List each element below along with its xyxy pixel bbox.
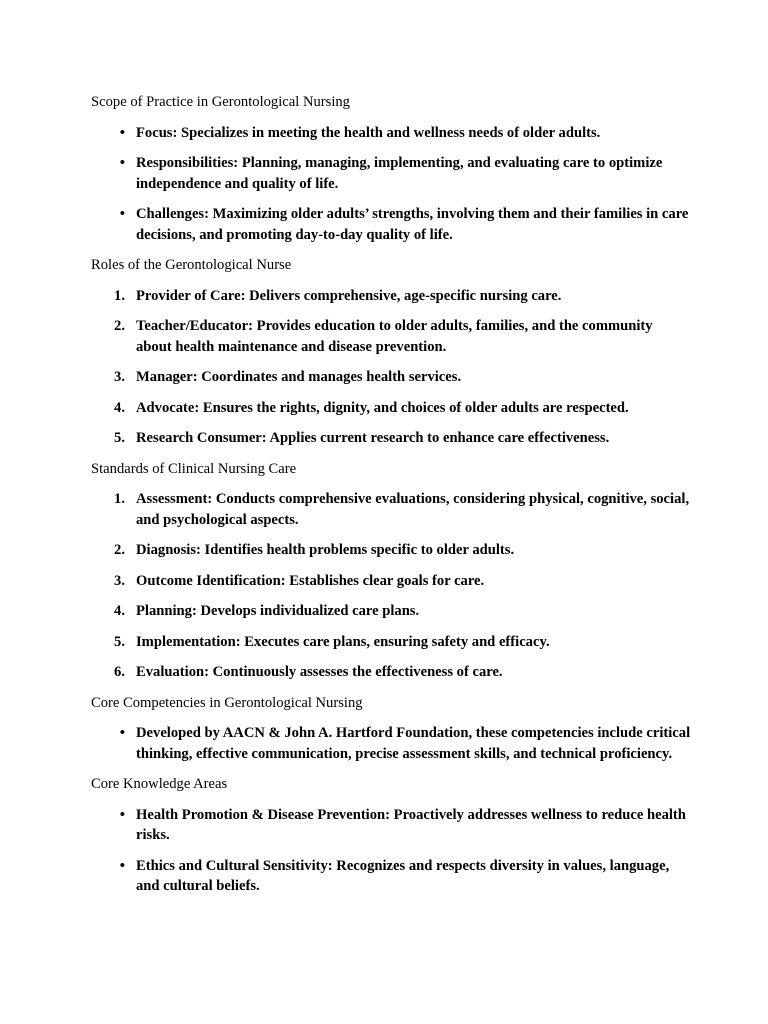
number-marker: 6.: [114, 664, 125, 680]
section-standards: [91, 459, 691, 693]
section-core-knowledge: [91, 774, 691, 907]
list-item: [91, 856, 691, 907]
list-item-text: Developed by AACN & John A. Hartford Foundation, these competencies include critical thinking, effective communication, precise assessment skills, and technical proficiency.: [136, 725, 691, 762]
list-item: [91, 398, 691, 429]
list-item-text: Assessment: Conducts comprehensive evaluations, considering physical, cognitive, social, and psychological aspects.: [136, 491, 690, 528]
list-item: [91, 540, 691, 571]
list-item-text: Health Promotion & Disease Prevention: Proactively addresses wellness to reduce health risks.: [136, 806, 686, 843]
list-item-text: Challenges: Maximizing older adults’ strengths, involving them and their families in care decisions, and promoting day-to-day quality of life.: [136, 206, 689, 243]
list-item-text: Implementation: Executes care plans, ensuring safety and efficacy.: [136, 633, 550, 650]
list-item-text: Planning: Develops individualized care plans.: [136, 603, 420, 619]
bullet-list: [91, 805, 691, 907]
number-marker: 1.: [114, 287, 125, 304]
document-body: [91, 92, 691, 907]
section-heading: Core Competencies in Gerontological Nursing: [91, 694, 363, 711]
bullet-list: [91, 123, 691, 256]
section-roles: [91, 255, 691, 459]
list-item: [91, 571, 691, 602]
list-item-text: Provider of Care: Delivers comprehensive, age-specific nursing care.: [136, 287, 562, 304]
list-item: [91, 428, 691, 459]
list-item-text: Diagnosis: Identifies health problems specific to older adults.: [136, 542, 515, 558]
list-item: [91, 316, 691, 367]
section-heading: Roles of the Gerontological Nurse: [91, 257, 292, 273]
section-heading: Core Knowledge Areas: [91, 776, 228, 792]
section-scope-of-practice: [91, 92, 691, 255]
number-marker: 4.: [114, 399, 125, 416]
number-marker: 5.: [114, 633, 125, 650]
bullet-marker: •: [119, 725, 125, 741]
list-item-text: Manager: Coordinates and manages health services.: [136, 369, 462, 385]
list-item: [91, 367, 691, 398]
bullet-marker: •: [119, 124, 125, 141]
list-item: [91, 153, 691, 204]
list-item-text: Evaluation: Continuously assesses the effectiveness of care.: [136, 664, 503, 680]
bullet-marker: •: [119, 155, 125, 171]
numbered-list: [91, 286, 691, 459]
section-heading: Standards of Clinical Nursing Care: [91, 460, 297, 477]
list-item-text: Ethics and Cultural Sensitivity: Recognizes and respects diversity in values, language, and cultural beliefs.: [136, 857, 670, 894]
list-item: [91, 632, 691, 663]
list-item-text: Advocate: Ensures the rights, dignity, and choices of older adults are respected.: [136, 399, 629, 416]
number-marker: 5.: [114, 430, 125, 446]
list-item: [91, 286, 691, 317]
number-marker: 4.: [114, 603, 125, 619]
number-marker: 3.: [114, 572, 125, 589]
number-marker: 1.: [114, 491, 125, 507]
bullet-marker: •: [119, 806, 125, 823]
section-heading: Scope of Practice in Gerontological Nursing: [91, 94, 350, 110]
list-item-text: Outcome Identification: Establishes clear goals for care.: [136, 572, 485, 589]
number-marker: 2.: [114, 318, 125, 334]
list-item-text: Teacher/Educator: Provides education to older adults, families, and the community about health maintenance and disease prevention.: [136, 318, 653, 355]
bullet-marker: •: [119, 206, 125, 222]
section-core-competencies: [91, 693, 691, 775]
list-item: [91, 805, 691, 856]
list-item-text: Responsibilities: Planning, managing, implementing, and evaluating care to optimize independence and quality of life.: [136, 155, 663, 192]
list-item-text: Research Consumer: Applies current research to enhance care effectiveness.: [136, 430, 610, 446]
list-item: [91, 123, 691, 154]
bullet-marker: •: [119, 857, 125, 874]
bullet-list: [91, 723, 691, 774]
list-item-text: Focus: Specializes in meeting the health and wellness needs of older adults.: [136, 124, 601, 141]
list-item: [91, 601, 691, 632]
list-item: [91, 489, 691, 540]
list-item: [91, 723, 691, 774]
list-item: [91, 662, 691, 693]
number-marker: 3.: [114, 369, 125, 385]
number-marker: 2.: [114, 542, 125, 558]
numbered-list: [91, 489, 691, 693]
list-item: [91, 204, 691, 255]
